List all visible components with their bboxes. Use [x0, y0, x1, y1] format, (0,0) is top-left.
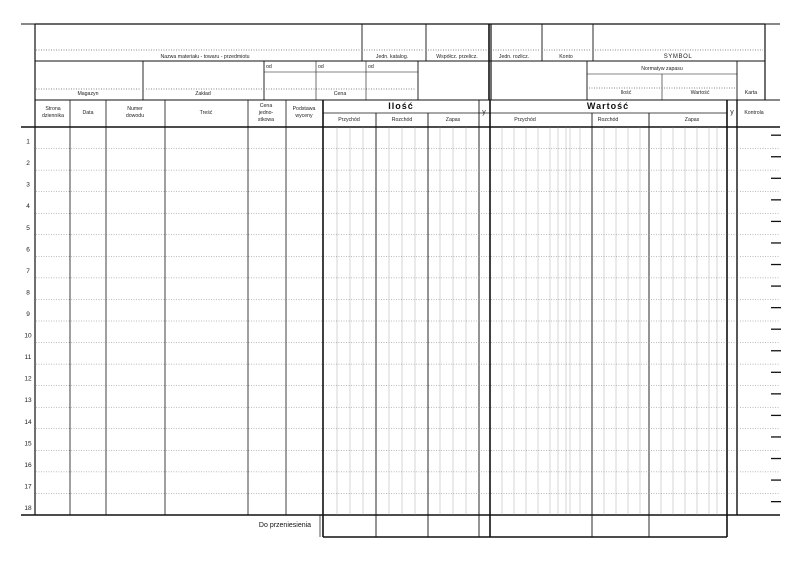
row-number: 12 [24, 375, 32, 383]
label-symbol: SYMBOL [663, 54, 693, 60]
col-y-1: y [482, 109, 486, 116]
row-number: 7 [26, 267, 30, 275]
label-cena: Cena [333, 91, 347, 97]
row-number: 4 [26, 203, 30, 211]
col-ilosc-rozchod: Rozchód [391, 117, 413, 123]
col-wartosc-zapas: Zapas [684, 117, 700, 123]
row-number: 18 [24, 505, 32, 512]
col-cena-2: jedno- [258, 110, 274, 116]
row-number: 5 [26, 224, 30, 232]
col-wartosc-przychod: Przychód [514, 117, 536, 123]
label-jedn-katalog: Jedn. katalog. [375, 54, 409, 60]
label-normatyw-ilosc: Ilość [620, 90, 632, 96]
row-number: 11 [24, 354, 32, 362]
label-normatyw-wartosc: Wartość [690, 90, 710, 96]
col-cena-3: stkowa [257, 117, 275, 123]
row-numbers [24, 139, 32, 512]
row-number: 6 [26, 246, 30, 254]
label-karta: Karta [744, 90, 758, 96]
row-number: 9 [26, 311, 30, 318]
row-number: 17 [24, 483, 32, 491]
col-ilosc-zapas: Zapas [445, 117, 461, 123]
row-number: 14 [24, 418, 32, 426]
row-number: 10 [24, 332, 32, 340]
label-zaklad: Zakład [195, 91, 211, 97]
col-podstawa-2: wyceny [295, 113, 313, 119]
label-konto: Konto [559, 54, 573, 60]
col-podstawa-1: Podstawa [292, 106, 316, 112]
label-magazyn: Magazyn [77, 91, 99, 97]
col-wartosc-title: Wartość [586, 101, 630, 111]
col-numer-dowodu-1: Numer [127, 106, 143, 112]
col-tresc: Treść [199, 110, 213, 116]
col-cena-1: Cena [259, 103, 273, 109]
col-kontrola: Kontrola [744, 110, 764, 116]
row-number: 16 [24, 461, 32, 469]
label-wspolcz-przelicz: Współcz. przelicz. [436, 54, 478, 60]
row-number: 3 [26, 181, 30, 189]
row-number: 2 [26, 160, 30, 168]
row-number: 1 [26, 138, 30, 146]
col-data: Data [82, 110, 94, 116]
col-wartosc-rozchod: Rozchód [597, 117, 619, 123]
col-numer-dowodu-2: dowodu [125, 113, 145, 119]
row-number: 13 [24, 397, 32, 405]
label-od-3: od [368, 64, 374, 70]
label-od-2: od [318, 64, 324, 70]
col-strona-dziennika-1: Strona [45, 106, 61, 112]
label-od-1: od [266, 64, 272, 70]
col-ilosc-title: Ilość [388, 101, 414, 111]
col-strona-dziennika-2: dziennika [42, 113, 64, 119]
label-normatyw-zapasu: Normatyw zapasu [641, 66, 683, 72]
label-do-przeniesienia: Do przeniesienia [258, 522, 312, 529]
row-number: 8 [26, 289, 30, 297]
col-ilosc-przychod: Przychód [338, 117, 360, 123]
label-jedn-rozlicz: Jedn. rozlicz. [498, 54, 530, 60]
row-number: 15 [24, 440, 32, 448]
label-nazwa: Nazwa materiału - towaru - przedmiotu [160, 54, 250, 60]
col-y-2: y [730, 109, 734, 116]
